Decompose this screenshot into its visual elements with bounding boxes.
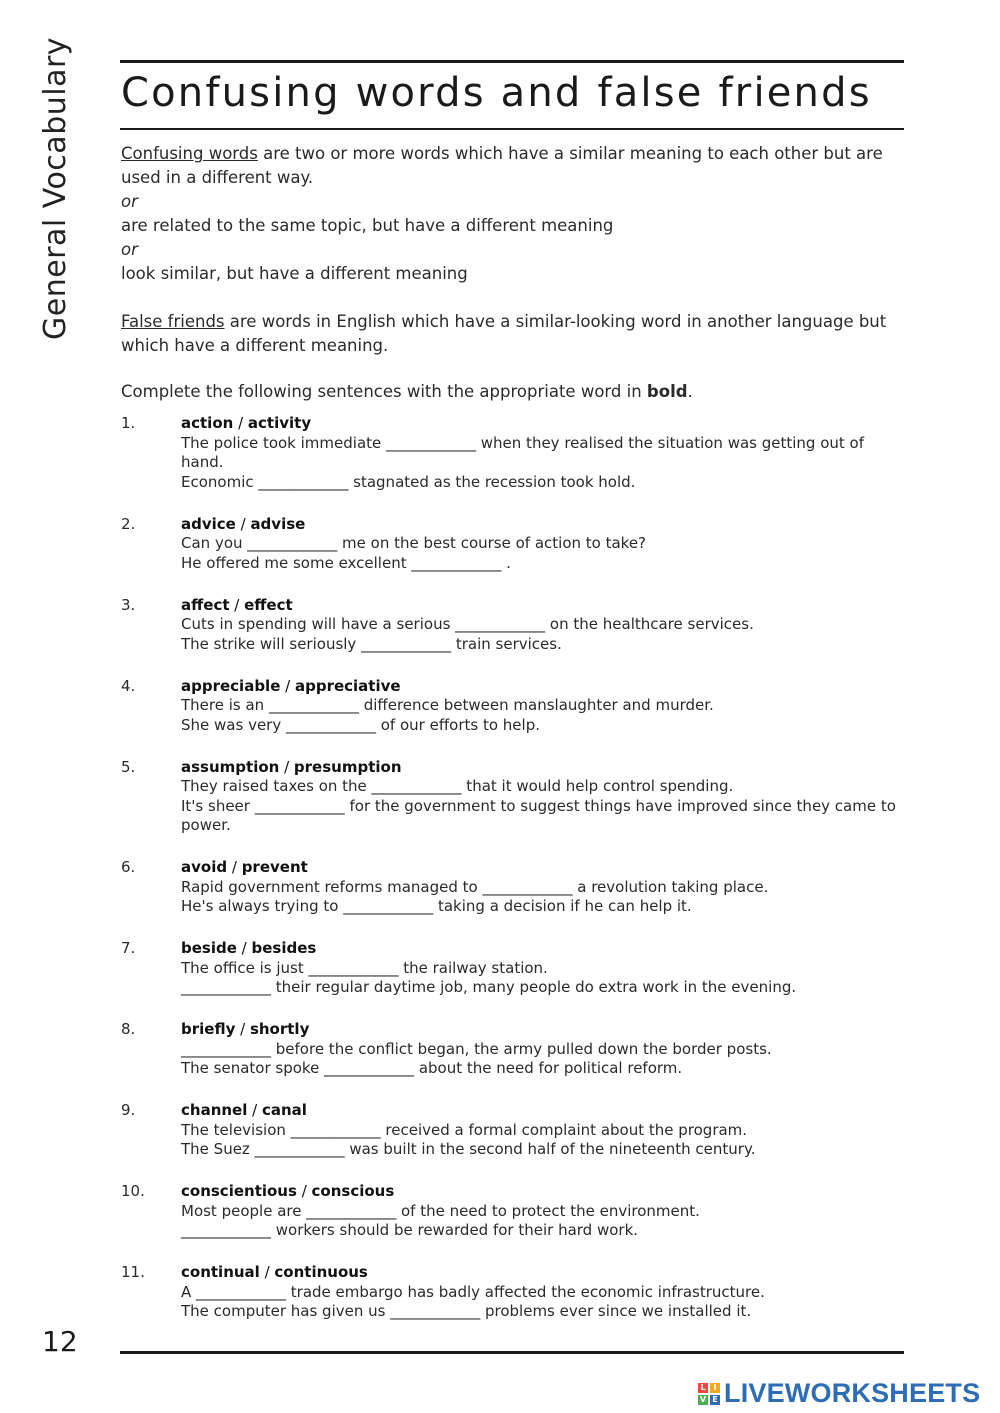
word-pair: beside / besides bbox=[181, 939, 317, 957]
exercise-item bbox=[121, 1101, 906, 1160]
item-number: 5. bbox=[121, 757, 136, 776]
exercise-item bbox=[121, 1020, 906, 1079]
item-number: 7. bbox=[121, 939, 136, 957]
exercise-item bbox=[121, 677, 906, 736]
sentence: Most people are ____________ of the need to protect the environment. bbox=[181, 1201, 700, 1220]
item-number: 8. bbox=[121, 1020, 136, 1038]
exercise-item bbox=[121, 1263, 906, 1322]
exercise-item bbox=[121, 858, 906, 917]
logo-badge-letter: V bbox=[699, 1394, 707, 1404]
word-option: canal bbox=[261, 1101, 307, 1119]
sentence: The television ____________ received a formal complaint about the program. bbox=[181, 1120, 748, 1139]
word-option: activity bbox=[247, 414, 312, 432]
sentence: ____________ before the conflict began, the army pulled down the border posts. bbox=[181, 1039, 772, 1058]
logo-badge-letter: L bbox=[698, 1383, 708, 1393]
exercise-item bbox=[121, 1182, 906, 1241]
sentence: The strike will seriously ____________ train services. bbox=[181, 634, 562, 653]
exercise-item bbox=[121, 596, 906, 655]
logo-badge-icon bbox=[698, 1383, 720, 1405]
definition-line-3: look similar, but have a different meaning bbox=[121, 264, 468, 283]
or-separator: or bbox=[121, 240, 138, 259]
sentence: A ____________ trade embargo has badly affected the economic infrastructure. bbox=[181, 1282, 765, 1301]
page-title: Confusing words and false friends bbox=[121, 70, 872, 116]
sentence: The computer has given us ____________ problems ever since we installed it. bbox=[181, 1302, 752, 1320]
word-option: continual bbox=[181, 1263, 260, 1281]
definition-line-2: are related to the same topic, but have a different meaning bbox=[121, 216, 614, 235]
logo-badge-letter: E bbox=[710, 1395, 720, 1405]
word-option: briefly bbox=[181, 1020, 236, 1038]
instruction: Complete the following sentences with the appropriate word in bold. bbox=[121, 382, 693, 401]
item-number: 3. bbox=[121, 595, 136, 614]
sentence: Economic ____________ stagnated as the recession took hold. bbox=[181, 472, 636, 491]
word-option: appreciative bbox=[294, 676, 401, 695]
word-option: effect bbox=[244, 595, 293, 614]
sentence: ____________ their regular daytime job, many people do extra work in the evening. bbox=[181, 978, 797, 996]
word-option: continuous bbox=[274, 1263, 368, 1281]
sentence: The police took immediate ____________ when they realised the situation was getting out of hand. bbox=[181, 433, 865, 471]
or-separator: or bbox=[121, 192, 138, 211]
sentence: Can you ____________ me on the best course of action to take? bbox=[181, 534, 647, 552]
word-option: shortly bbox=[249, 1020, 310, 1038]
false-friends-definition: are words in English which have a similar-looking word in another language but which have a different meaning. bbox=[121, 312, 887, 355]
exercise-item bbox=[121, 939, 906, 998]
item-number: 9. bbox=[121, 1101, 136, 1119]
word-option: channel bbox=[181, 1101, 248, 1119]
exercise-item bbox=[121, 758, 906, 836]
title-rule bbox=[120, 128, 904, 130]
sentence: He offered me some excellent ____________ . bbox=[181, 553, 511, 572]
sentence: There is an ____________ difference between manslaughter and murder. bbox=[181, 696, 714, 714]
word-option: action bbox=[181, 414, 234, 432]
word-option: avoid bbox=[181, 858, 228, 876]
sentence: Cuts in spending will have a serious ____________ on the healthcare services. bbox=[181, 615, 754, 633]
word-pair: conscientious / conscious bbox=[181, 1182, 395, 1200]
item-number: 2. bbox=[121, 514, 136, 533]
word-option: affect bbox=[181, 595, 230, 614]
word-pair: action / activity bbox=[181, 414, 312, 432]
word-option: advice bbox=[181, 514, 236, 533]
sentence: He's always trying to ____________ taking a decision if he can help it. bbox=[181, 897, 692, 915]
item-number: 10. bbox=[121, 1182, 145, 1200]
word-pair: channel / canal bbox=[181, 1101, 307, 1119]
word-pair: assumption / presumption bbox=[181, 757, 402, 776]
confusing-words-term: Confusing words bbox=[121, 144, 258, 163]
sentence: The office is just ____________ the railway station. bbox=[181, 958, 548, 977]
sentence: They raised taxes on the ____________ that it would help control spending. bbox=[181, 777, 734, 795]
intro-text bbox=[121, 142, 906, 358]
word-option: presumption bbox=[293, 757, 402, 776]
page-number: 12 bbox=[42, 1325, 78, 1358]
bottom-rule bbox=[120, 1351, 904, 1354]
item-number: 4. bbox=[121, 676, 136, 695]
item-number: 1. bbox=[121, 414, 136, 432]
brand-name: LIVEWORKSHEETS bbox=[724, 1378, 981, 1408]
top-rule bbox=[120, 60, 904, 63]
exercise-item bbox=[121, 515, 906, 574]
side-section-title: General Vocabulary bbox=[38, 36, 73, 340]
sentence: Rapid government reforms managed to ____________ a revolution taking place. bbox=[181, 877, 769, 896]
exercise-list bbox=[121, 414, 906, 1344]
liveworksheets-logo bbox=[698, 1378, 980, 1409]
word-pair: avoid / prevent bbox=[181, 858, 308, 876]
exercise-item bbox=[121, 414, 906, 492]
item-number: 11. bbox=[121, 1263, 145, 1281]
false-friends-term: False friends bbox=[121, 312, 225, 331]
sentence: ____________ workers should be rewarded for their hard work. bbox=[181, 1221, 639, 1239]
sentence: It's sheer ____________ for the government to suggest things have improved since they came to power. bbox=[181, 796, 896, 834]
word-pair: affect / effect bbox=[181, 595, 293, 614]
logo-badge-letter: I bbox=[710, 1383, 720, 1393]
word-option: besides bbox=[251, 939, 317, 957]
word-option: conscientious bbox=[181, 1182, 297, 1200]
word-option: conscious bbox=[311, 1182, 395, 1200]
word-option: prevent bbox=[241, 858, 308, 876]
word-option: beside bbox=[181, 939, 237, 957]
sentence: The senator spoke ____________ about the need for political reform. bbox=[181, 1059, 683, 1077]
word-pair: advice / advise bbox=[181, 514, 306, 533]
item-number: 6. bbox=[121, 858, 136, 876]
word-option: advise bbox=[250, 514, 306, 533]
word-option: assumption bbox=[181, 757, 280, 776]
word-pair: appreciable / appreciative bbox=[181, 676, 401, 695]
sentence: She was very ____________ of our efforts to help. bbox=[181, 715, 540, 734]
word-pair: continual / continuous bbox=[181, 1263, 368, 1281]
word-option: appreciable bbox=[181, 676, 281, 695]
sentence: The Suez ____________ was built in the second half of the nineteenth century. bbox=[181, 1140, 756, 1158]
word-pair: briefly / shortly bbox=[181, 1020, 310, 1038]
confusing-words-definition: are two or more words which have a similar meaning to each other but are used in a different way. bbox=[121, 144, 883, 187]
